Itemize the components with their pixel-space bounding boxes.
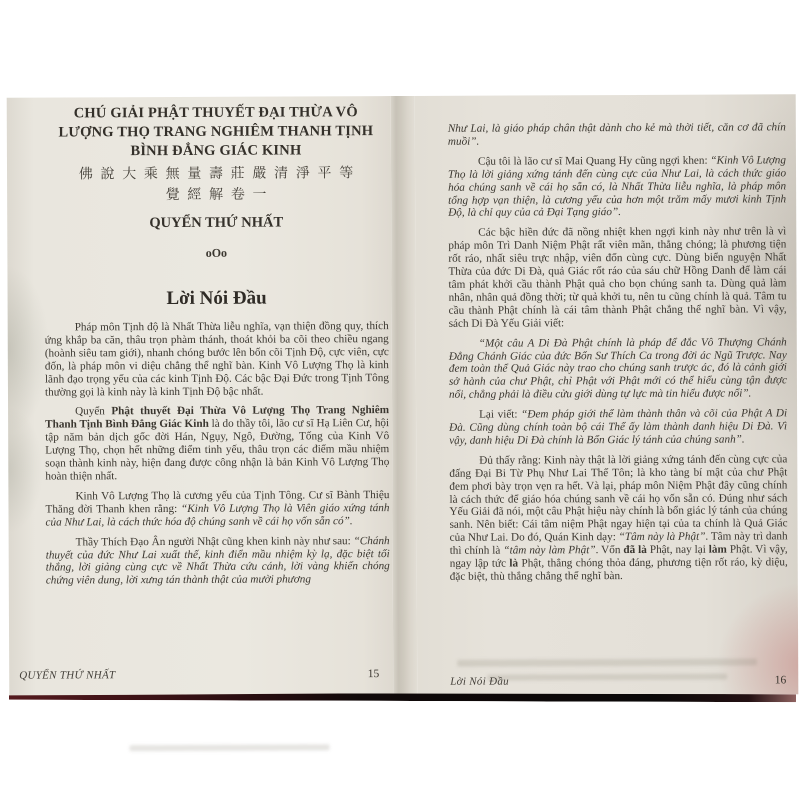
paragraph: Pháp môn Tịnh độ là Nhất Thừa liễu nghĩa, vạn thiện đồng quy, thích ứng khắp ba căn, thâu trọn phàm thánh, thoát khỏi ba cõi theo chiều ngang (hoành siêu tam giới), nhanh chóng bước lên bốn cõi Tịnh Độ, cực viên, cực đốn, là pháp môn vi diệu chẳng thể nghĩ bàn. Kinh Vô Lượng Thọ là kinh lãnh đạo trọng yếu của các kinh Tịnh Độ. Các bậc Đại Đức trong Tịnh Tông thường gọi là kinh này là kinh Tịnh Độ bậc nhất. xyxy=(44,320,389,399)
volume-heading: QUYỂN THỨ NHẤT xyxy=(149,214,284,232)
running-title: QUYỂN THỨ NHẤT xyxy=(19,669,116,682)
left-page xyxy=(7,96,394,698)
ooo-divider: oOo xyxy=(205,245,228,260)
paragraph: Các bậc hiền đức đã nồng nhiệt khen ngợi kinh này như trên là vì pháp môn Trì Danh Niệm Phật rất viên mãn, thẳng chóng; là phương tiện rốt ráo, nhất siêu trực nhập, viên đốn cùng cực. Dùng biển nguyện Nhất Thừa của đức Di Đà, quả Giác rốt ráo của sáu chữ Hồng Danh để làm cái tâm phát khởi cầu thành Phật quả cho bọn chúng sanh ta. Dùng quả làm nhân, nhân quả đồng thời; từ quả khởi tu, nên tu cũng chính là quả. Tâm tu cầu thành Phật chính là cái tâm thành Phật chẳng thể nghĩ bàn. Vì vậy, sách Di Đà Yếu Giải viết: xyxy=(448,225,787,330)
section-heading: Lời Nói Đầu xyxy=(166,287,267,310)
title-line-1: CHÚ GIẢI PHẬT THUYẾT ĐẠI THỪA VÔ xyxy=(73,104,358,122)
paragraph: Như Lai, là giáo pháp chân thật dành cho kẻ mà thời tiết, căn cơ đã chín muồi”. xyxy=(447,121,786,148)
right-page xyxy=(415,94,799,696)
book-title xyxy=(44,103,388,162)
chinese-title xyxy=(44,163,388,207)
chinese-title-line-1: 佛說大乘無量壽莊嚴清淨平等 xyxy=(78,166,361,183)
title-line-3: BÌNH ĐẲNG GIÁC KINH xyxy=(130,142,302,160)
page-number: 15 xyxy=(367,668,380,681)
paragraph: Cậu tôi là lão cư sĩ Mai Quang Hy cũng ngợi khen: “Kinh Vô Lượng Thọ là lời giảng xứng tánh đến cùng cực của Như Lai, là cách thức giáo hóa chúng sanh về cái họ sẵn có, là Nhất Thừa liễu nghĩa, là pháp môn tổng hợp vạn thiện, là cương yếu của hơn một trăm mấy mươi kinh Tịnh Độ, là chỉ quy của cả Đại Tạng giáo”. xyxy=(448,154,787,220)
running-title: Lời Nói Đầu xyxy=(450,675,509,688)
paragraph: Kinh Vô Lượng Thọ là cương yếu của Tịnh Tông. Cư sĩ Bành Thiệu Thăng đời Thanh khen rằng: “Kinh Vô Lượng Thọ là Viên giáo xứng tánh của Như Lai, là cách thức hóa độ chúng sanh về cái họ vốn sẵn có”. xyxy=(45,488,390,529)
left-page-footer xyxy=(9,668,393,682)
open-book-spread xyxy=(7,94,799,697)
right-page-footer xyxy=(417,674,798,688)
show-through-smudge xyxy=(130,744,330,751)
book-gutter xyxy=(391,96,418,696)
show-through-smudge xyxy=(457,658,757,666)
paragraph: Quyển Phật thuyết Đại Thừa Vô Lượng Thọ Trang Nghiêm Thanh Tịnh Bình Đẳng Giác Kinh là do thầy tôi, lão cư sĩ Hạ Liên Cư, hội tập năm bản dịch gốc đời Hán, Ngụy, Ngô, Đường, Tống của Kinh Vô Lượng Thọ, chọn hết những điểm tinh yếu, thâu trọn các điểm mầu nhiệm soạn thành kinh này, hiện đang được công nhận là bản Kinh Vô Lượng Thọ hoàn thiện nhất. xyxy=(45,404,390,483)
page-number: 16 xyxy=(774,674,787,687)
title-line-2: LƯỢNG THỌ TRANG NGHIÊM THANH TỊNH xyxy=(58,123,374,141)
book-photo xyxy=(8,96,797,710)
paragraph: “Một câu A Di Đà Phật chính là pháp để đắc Vô Thượng Chánh Đẳng Chánh Giác của đức Bổn Sư Thích Ca trong đời ác Ngũ Trược. Nay đem toàn thể Quả Giác này trao cho chúng sanh trược ác, đó là cảnh giới sở hành của chư Phật, chỉ Phật với Phật mới có thể hiểu cùng tận được nổi, chẳng phải là điều cửu giới dùng tự lực mà tin hiểu được nổi”. xyxy=(448,335,787,402)
chinese-title-line-2: 覺經解卷一 xyxy=(165,187,275,204)
paragraph: Lại viết: “Đem pháp giới thể làm thành thân và cõi của Phật A Di Đà. Cũng dùng chính toàn bộ cái Thể ấy làm thành danh hiệu Di Đà. Vì vậy, danh hiệu Di Đà chính là Bổn Giác lý tánh của chúng sanh”. xyxy=(449,407,788,447)
paragraph: Đủ thấy rằng: Kinh này thật là lời giảng xứng tánh đến cùng cực của đấng Đại Bi Từ Phụ Như Lai Thế Tôn; là kho tàng bí mật của chư Phật đem phơi bày trọn vẹn ra hết. Và lại, pháp môn Niệm Phật đây cũng chính là cách thức để giáo hóa chúng sanh về cái họ vốn sẵn có. Đúng như sách Yếu Giải đã nói, một câu Phật hiệu này chính là bổn giác lý tánh của chúng sanh. Nên biết: Cái tâm niệm Phật ngay hiện tại của ta chính là Quả Giác của Như Lai. Do đó, Quán Kinh dạy: “Tâm này là Phật”. Tâm này trì danh thì chính là “tâm này làm Phật”. Vốn đã là Phật, nay lại làm Phật. Vì vậy, ngay lập tức là Phật, thẳng chóng thỏa đáng, phương tiện rốt ráo, kỳ diệu, đặc biệt, thù thắng chẳng thể nghĩ bàn. xyxy=(449,453,788,583)
paragraph: Thầy Thích Đạo Ân người Nhật cũng khen kinh này như sau: “Chánh thuyết của đức Như Lai xuất thế, kinh điển mầu nhiệm kỳ lạ, đặc biệt tối thắng, lời giảng cùng cực về Nhất Thừa cứu cánh, lời vàng khiến chóng chứng viên dung, lời xưng tán thành thật của mười phương xyxy=(45,534,390,587)
